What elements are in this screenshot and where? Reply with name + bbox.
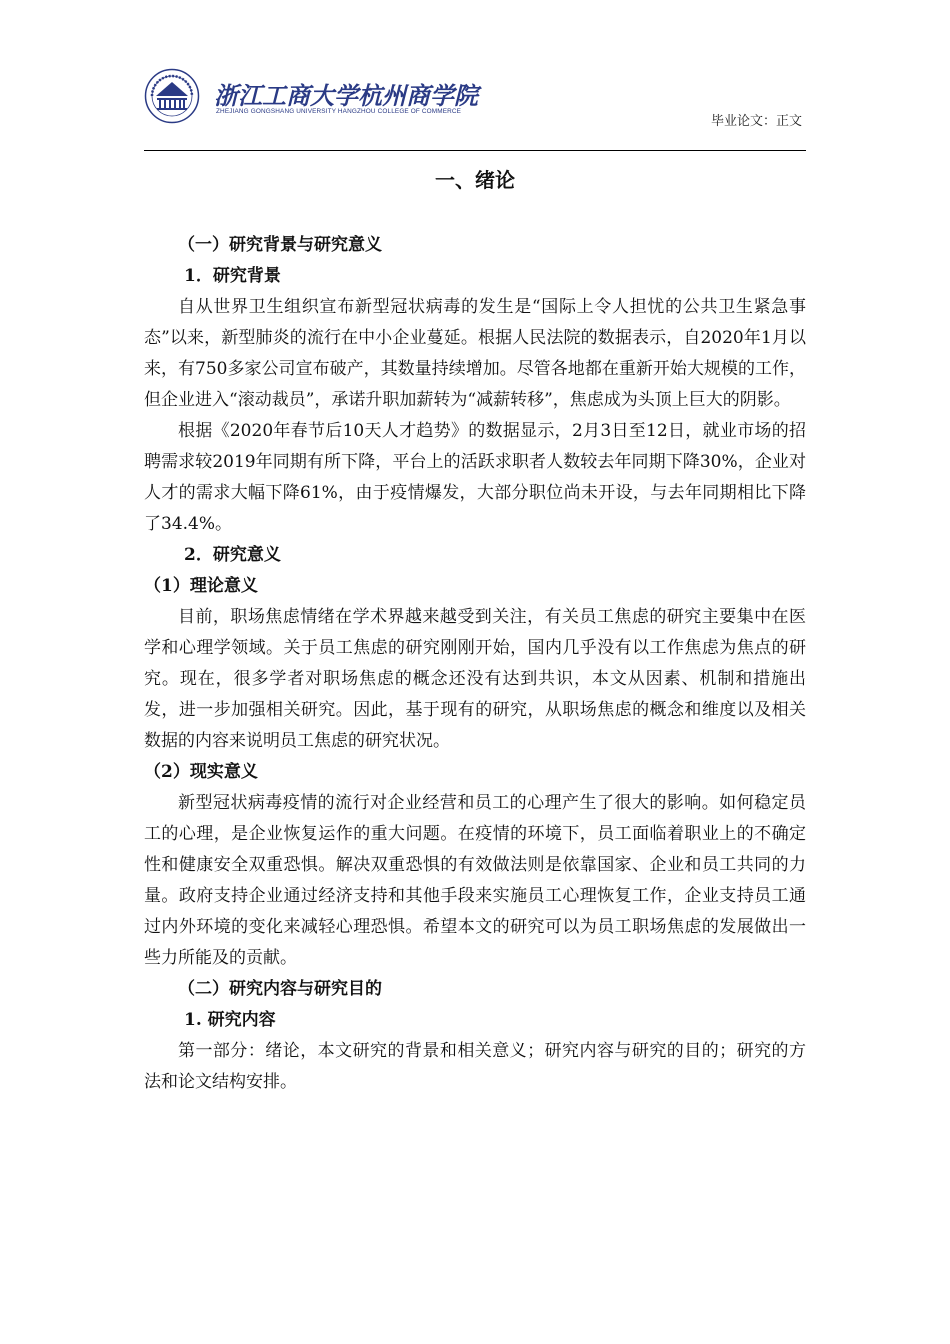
subsection-heading: 1. 研究内容 [184, 1010, 276, 1030]
header-label: 毕业论文：正文 [710, 114, 802, 129]
subsection-heading: 2．研究意义 [184, 545, 281, 565]
main-content [144, 230, 806, 1098]
logo-title-en: ZHEJIANG GONGSHANG UNIVERSITY HANGZHOU COLLEGE OF COMMERCE [216, 108, 462, 115]
section-heading: （一）研究背景与研究意义 [178, 235, 382, 255]
paragraph: 目前，职场焦虑情绪在学术界越来越受到关注，有关员工焦虑的研究主要集中在医学和心理学领域。关于员工焦虑的研究刚刚开始，国内几乎没有以工作焦虑为焦点的研究。现在，很多学者对职场焦虑的概念还没有达到共识，本文从因素、机制和措施出发，进一步加强相关研究。因此，基于现有的研究，从职场焦虑的概念和维度以及相关数据的内容来说明员工焦虑的研究状况。 [144, 607, 806, 751]
page-header [144, 64, 806, 150]
section-heading: （二）研究内容与研究目的 [178, 979, 382, 999]
chapter-title: 一、绪论 [435, 168, 515, 192]
logo-title-cn: 浙江工商大学杭州商学院 [214, 81, 478, 110]
header-divider [144, 150, 806, 151]
subsubsection-heading: （2）现实意义 [144, 762, 258, 782]
paragraph: 新型冠状病毒疫情的流行对企业经营和员工的心理产生了很大的影响。如何稳定员工的心理，是企业恢复运作的重大问题。在疫情的环境下，员工面临着职业上的不确定性和健康安全双重恐惧。解决双重恐惧的有效做法则是依靠国家、企业和员工共同的力量。政府支持企业通过经济支持和其他手段来实施员工心理恢复工作，企业支持员工通过内外环境的变化来减轻心理恐惧。希望本文的研究可以为员工职场焦虑的发展做出一些力所能及的贡献。 [144, 793, 806, 968]
paragraph: 根据《2020年春节后10天人才趋势》的数据显示，2月3日至12日，就业市场的招聘需求较2019年同期有所下降，平台上的活跃求职者人数较去年同期下降30%，企业对人才的需求大幅下降61%，由于疫情爆发，大部分职位尚未开设，与去年同期相比下降了34.4%。 [144, 421, 806, 534]
subsubsection-heading: （1）理论意义 [144, 576, 258, 596]
subsection-heading: 1．研究背景 [184, 266, 281, 286]
paragraph: 自从世界卫生组织宣布新型冠状病毒的发生是“国际上令人担忧的公共卫生紧急事态”以来，新型肺炎的流行在中小企业蔓延。根据人民法院的数据表示，自2020年1月以来，有750多家公司宣布破产，其数量持续增加。尽管各地都在重新开始大规模的工作，但企业进入“滚动裁员”，承诺升职加薪转为“减薪转移”，焦虑成为头顶上巨大的阴影。 [144, 297, 806, 410]
university-seal-logo [144, 68, 200, 124]
paragraph: 第一部分：绪论，本文研究的背景和相关意义；研究内容与研究的目的；研究的方法和论文结构安排。 [144, 1041, 806, 1092]
